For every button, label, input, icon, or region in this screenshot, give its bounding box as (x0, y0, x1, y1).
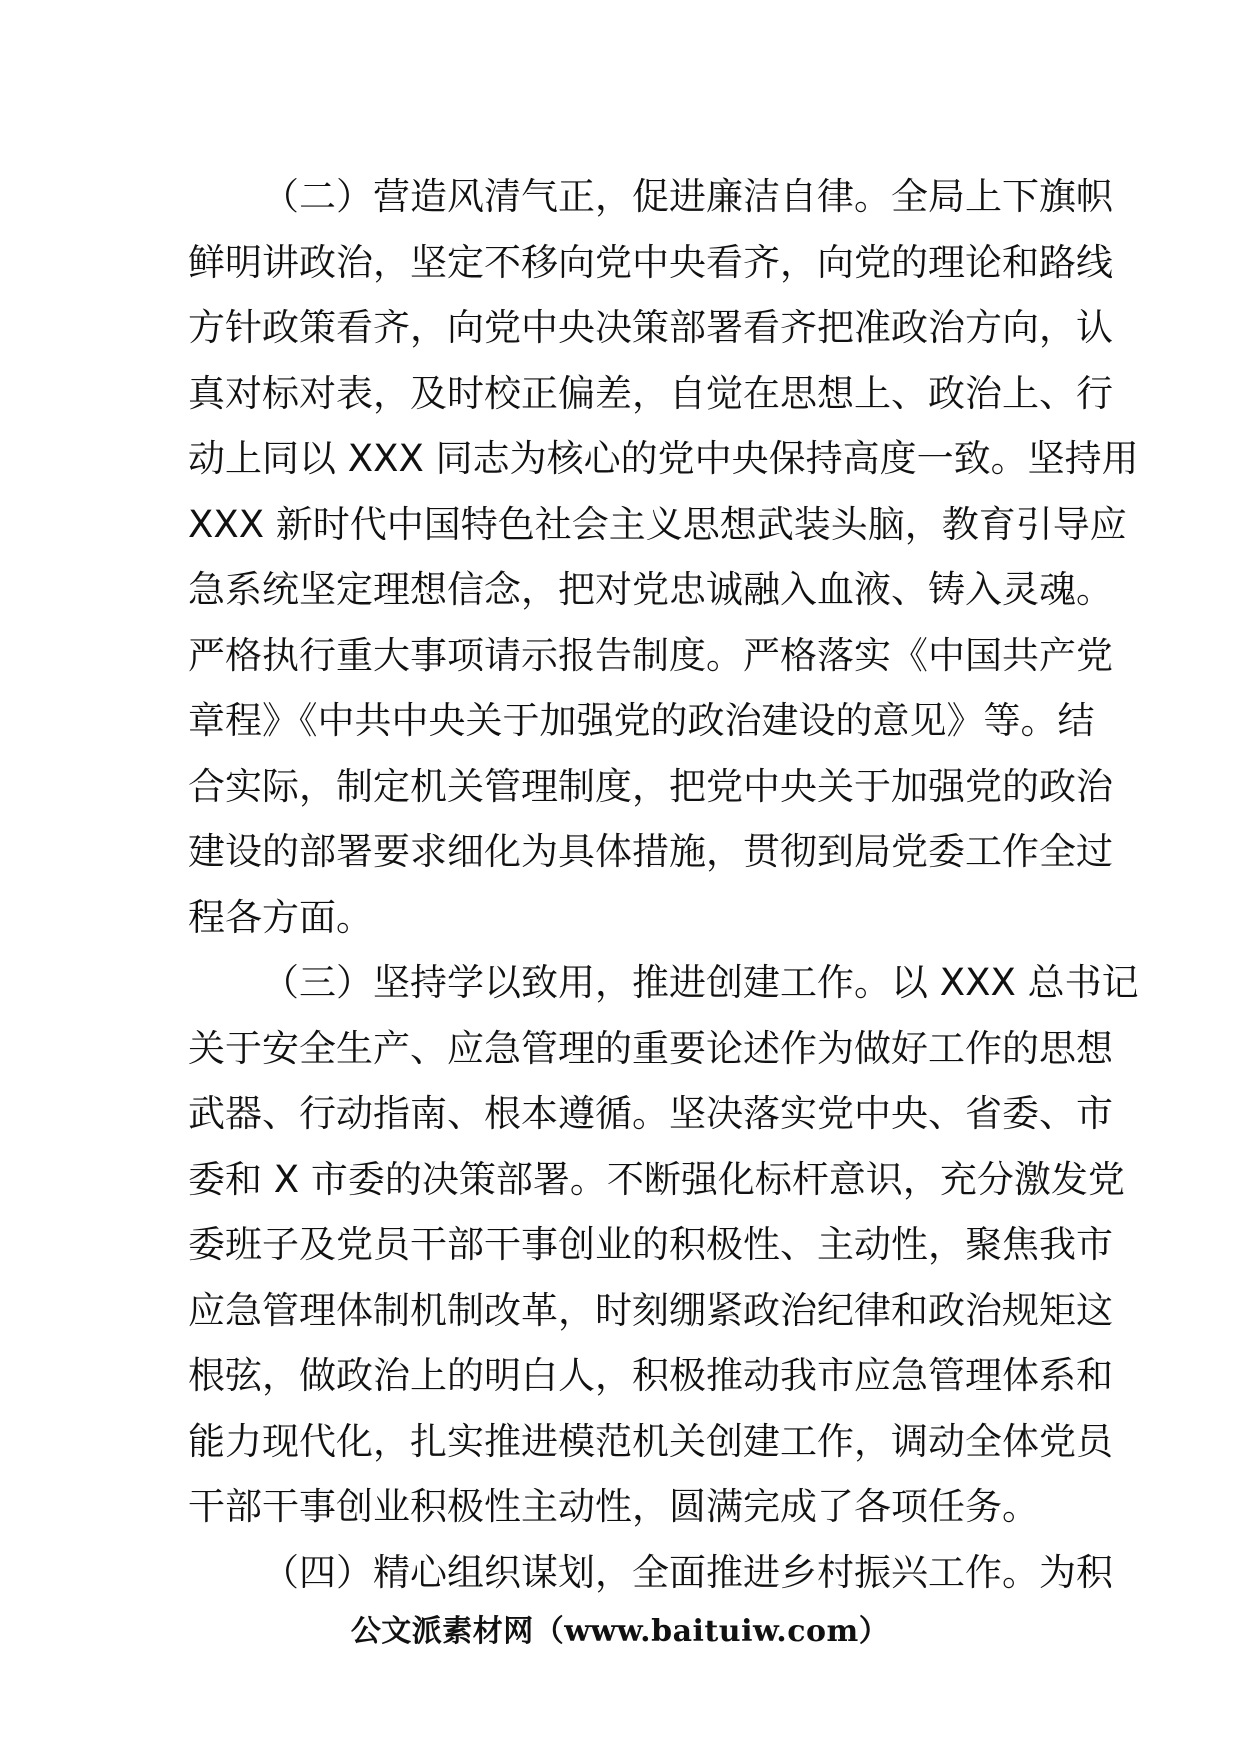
paragraph-line: 程各方面。 (188, 895, 373, 939)
body-text (188, 164, 1139, 1605)
paragraph-line: 建设的部署要求细化为具体措施，贯彻到局党委工作全过 (188, 830, 1113, 873)
footer-source: 公文派素材网（www.baituiw.com） (350, 1614, 890, 1649)
paragraph-line: 鲜明讲政治，坚定不移向党中央看齐，向党的理论和路线 (188, 240, 1113, 284)
paragraph-line: 真对标对表，及时校正偏差，自觉在思想上、政治上、行 (188, 371, 1113, 415)
paragraph-line: 能力现代化，扎实推进模范机关创建工作，调动全体党员 (188, 1419, 1113, 1463)
paragraph-line: 应急管理体制机制改革，时刻绷紧政治纪律和政治规矩这 (188, 1288, 1113, 1332)
paragraph-line: 急系统坚定理想信念，把对党忠诚融入血液、铸入灵魂。 (188, 568, 1113, 611)
paragraph-line: 武器、行动指南、根本遵循。坚决落实党中央、省委、市 (188, 1092, 1113, 1135)
paragraph-line: 方针政策看齐，向党中央决策部署看齐把准政治方向，认 (188, 306, 1113, 349)
paragraph-line: 章程》《中共中央关于加强党的政治建设的意见》等。结 (188, 699, 1095, 742)
paragraph-line: （四）精心组织谋划，全面推进乡村振兴工作。为积 (262, 1550, 1113, 1594)
paragraph-line: （三）坚持学以致用，推进创建工作。以 XXX 总书记 (262, 961, 1139, 1004)
paragraph-line: 合实际，制定机关管理制度，把党中央关于加强党的政治 (188, 764, 1113, 808)
paragraph-line: 干部干事创业积极性主动性，圆满完成了各项任务。 (188, 1485, 1039, 1528)
paragraph-line: 根弦，做政治上的明白人，积极推动我市应急管理体系和 (188, 1354, 1113, 1397)
paragraph-line: 严格执行重大事项请示报告制度。严格落实《中国共产党 (188, 633, 1113, 677)
paragraph-line: 委班子及党员干部干事创业的积极性、主动性，聚焦我市 (188, 1223, 1113, 1266)
paragraph-line: 动上同以 XXX 同志为核心的党中央保持高度一致。坚持用 (188, 437, 1139, 480)
paragraph-line: XXX 新时代中国特色社会主义思想武装头脑，教育引导应 (188, 502, 1127, 546)
paragraph-line: 委和 X 市委的决策部署。不断强化标杆意识，充分激发党 (188, 1157, 1125, 1201)
paragraph-line: 关于安全生产、应急管理的重要论述作为做好工作的思想 (188, 1026, 1113, 1070)
paragraph-line: （二）营造风清气正，促进廉洁自律。全局上下旗帜 (262, 175, 1113, 218)
